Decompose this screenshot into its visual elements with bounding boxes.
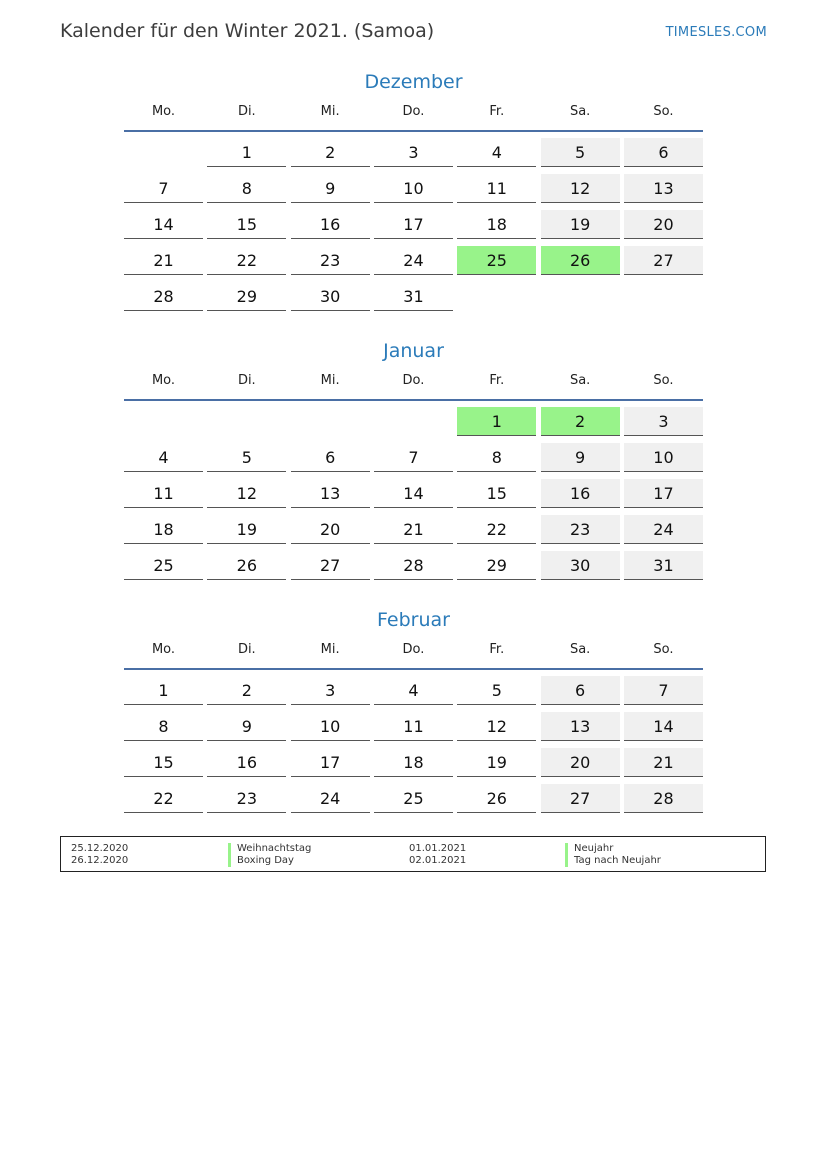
weekday-label: Fr. bbox=[489, 373, 505, 388]
day-cell: 16 bbox=[541, 479, 620, 508]
day-cell: 28 bbox=[374, 551, 453, 580]
day-cell: 19 bbox=[541, 210, 620, 239]
week-row bbox=[124, 742, 703, 778]
day-cell: 17 bbox=[374, 210, 453, 239]
day-cell: 28 bbox=[124, 282, 203, 311]
day-cell: 26 bbox=[541, 246, 620, 275]
day-cell: 21 bbox=[374, 515, 453, 544]
holiday-legend bbox=[60, 836, 766, 872]
day-cell: 8 bbox=[124, 712, 203, 741]
day-cell: 21 bbox=[124, 246, 203, 275]
day-cell: 22 bbox=[207, 246, 286, 275]
week-row bbox=[124, 132, 703, 168]
day-cell: 20 bbox=[291, 515, 370, 544]
day-cell: 31 bbox=[374, 282, 453, 311]
day-cell: 23 bbox=[291, 246, 370, 275]
day-cell: 31 bbox=[624, 551, 703, 580]
empty-day-cell bbox=[124, 138, 203, 166]
empty-day-cell bbox=[291, 407, 370, 435]
day-cell: 10 bbox=[291, 712, 370, 741]
weekday-header-row bbox=[124, 638, 703, 662]
weekday-label: Do. bbox=[402, 373, 425, 388]
legend-date: 26.12.2020 bbox=[71, 855, 129, 866]
weekday-label: Di. bbox=[237, 373, 256, 388]
day-cell: 10 bbox=[374, 174, 453, 203]
day-cell: 14 bbox=[124, 210, 203, 239]
weekday-label: Fr. bbox=[489, 642, 505, 657]
week-row bbox=[124, 401, 703, 437]
week-row bbox=[124, 473, 703, 509]
day-cell: 12 bbox=[457, 712, 536, 741]
day-cell: 22 bbox=[457, 515, 536, 544]
day-cell: 24 bbox=[291, 784, 370, 813]
day-cell: 11 bbox=[124, 479, 203, 508]
day-cell: 7 bbox=[374, 443, 453, 472]
weekday-label: Mi. bbox=[320, 104, 340, 119]
weekday-label: Mi. bbox=[320, 642, 340, 657]
month-title: Februar bbox=[377, 609, 450, 631]
day-cell: 13 bbox=[624, 174, 703, 203]
day-cell: 17 bbox=[624, 479, 703, 508]
day-cell: 25 bbox=[124, 551, 203, 580]
day-cell: 9 bbox=[291, 174, 370, 203]
day-cell: 20 bbox=[624, 210, 703, 239]
day-cell: 20 bbox=[541, 748, 620, 777]
day-cell: 15 bbox=[457, 479, 536, 508]
empty-day-cell bbox=[457, 282, 536, 310]
day-cell: 25 bbox=[457, 246, 536, 275]
day-cell: 13 bbox=[541, 712, 620, 741]
legend-date: 01.01.2021 bbox=[409, 843, 467, 854]
weekday-label: So. bbox=[653, 373, 674, 388]
legend-date: 02.01.2021 bbox=[409, 855, 467, 866]
day-cell: 4 bbox=[124, 443, 203, 472]
day-cell: 18 bbox=[374, 748, 453, 777]
week-row bbox=[124, 670, 703, 706]
day-cell: 27 bbox=[541, 784, 620, 813]
weekday-label: Di. bbox=[237, 104, 256, 119]
page-title: Kalender für den Winter 2021. (Samoa) bbox=[60, 20, 435, 42]
weekday-label: Sa. bbox=[569, 104, 591, 119]
day-cell: 29 bbox=[457, 551, 536, 580]
weekday-header-row bbox=[124, 369, 703, 393]
week-row bbox=[124, 168, 703, 204]
empty-day-cell bbox=[207, 407, 286, 435]
day-cell: 17 bbox=[291, 748, 370, 777]
day-cell: 5 bbox=[457, 676, 536, 705]
day-cell: 8 bbox=[207, 174, 286, 203]
day-cell: 3 bbox=[291, 676, 370, 705]
day-cell: 27 bbox=[624, 246, 703, 275]
weekday-label: Fr. bbox=[489, 104, 505, 119]
day-cell: 11 bbox=[457, 174, 536, 203]
day-cell: 29 bbox=[207, 282, 286, 311]
week-row bbox=[124, 276, 703, 312]
day-cell: 8 bbox=[457, 443, 536, 472]
day-cell: 3 bbox=[374, 138, 453, 167]
day-cell: 16 bbox=[291, 210, 370, 239]
weekday-label: Sa. bbox=[569, 642, 591, 657]
day-cell: 1 bbox=[124, 676, 203, 705]
day-cell: 30 bbox=[291, 282, 370, 311]
day-cell: 19 bbox=[457, 748, 536, 777]
month-calendar-february bbox=[124, 606, 703, 814]
month-calendar-january bbox=[124, 337, 703, 581]
day-cell: 23 bbox=[207, 784, 286, 813]
day-cell: 25 bbox=[374, 784, 453, 813]
day-cell: 15 bbox=[207, 210, 286, 239]
weekday-label: Mo. bbox=[151, 373, 176, 388]
day-cell: 26 bbox=[207, 551, 286, 580]
day-cell: 23 bbox=[541, 515, 620, 544]
weekday-label: Mo. bbox=[151, 642, 176, 657]
legend-holiday-name: Weihnachtstag bbox=[228, 843, 311, 855]
week-row bbox=[124, 545, 703, 581]
day-cell: 28 bbox=[624, 784, 703, 813]
empty-day-cell bbox=[624, 282, 703, 310]
day-cell: 19 bbox=[207, 515, 286, 544]
day-cell: 11 bbox=[374, 712, 453, 741]
day-cell: 16 bbox=[207, 748, 286, 777]
weekday-label: Mo. bbox=[151, 104, 176, 119]
weekday-label: So. bbox=[653, 642, 674, 657]
weekday-header-row bbox=[124, 100, 703, 124]
day-cell: 7 bbox=[624, 676, 703, 705]
day-cell: 2 bbox=[207, 676, 286, 705]
day-cell: 2 bbox=[291, 138, 370, 167]
legend-names-right bbox=[565, 843, 661, 867]
day-cell: 9 bbox=[541, 443, 620, 472]
weekday-label: So. bbox=[653, 104, 674, 119]
day-cell: 27 bbox=[291, 551, 370, 580]
day-cell: 3 bbox=[624, 407, 703, 436]
legend-names-left bbox=[228, 843, 311, 867]
day-cell: 7 bbox=[124, 174, 203, 203]
empty-day-cell bbox=[541, 282, 620, 310]
empty-day-cell bbox=[124, 407, 203, 435]
day-cell: 12 bbox=[207, 479, 286, 508]
day-cell: 21 bbox=[624, 748, 703, 777]
day-cell: 18 bbox=[124, 515, 203, 544]
day-cell: 5 bbox=[541, 138, 620, 167]
day-cell: 14 bbox=[624, 712, 703, 741]
legend-holiday-name: Boxing Day bbox=[228, 855, 311, 867]
weekday-label: Sa. bbox=[569, 373, 591, 388]
day-cell: 2 bbox=[541, 407, 620, 436]
day-cell: 10 bbox=[624, 443, 703, 472]
day-cell: 26 bbox=[457, 784, 536, 813]
legend-holiday-name: Tag nach Neujahr bbox=[565, 855, 661, 867]
day-cell: 13 bbox=[291, 479, 370, 508]
weekday-label: Do. bbox=[402, 642, 425, 657]
empty-day-cell bbox=[374, 407, 453, 435]
day-cell: 15 bbox=[124, 748, 203, 777]
day-cell: 1 bbox=[207, 138, 286, 167]
day-cell: 14 bbox=[374, 479, 453, 508]
legend-holiday-name: Neujahr bbox=[565, 843, 661, 855]
day-cell: 12 bbox=[541, 174, 620, 203]
day-cell: 4 bbox=[374, 676, 453, 705]
legend-date: 25.12.2020 bbox=[71, 843, 129, 854]
week-row bbox=[124, 778, 703, 814]
day-cell: 1 bbox=[457, 407, 536, 436]
legend-dates-left bbox=[71, 843, 128, 867]
weekday-label: Do. bbox=[402, 104, 425, 119]
legend-dates-right bbox=[409, 843, 466, 867]
month-title: Dezember bbox=[364, 71, 463, 93]
day-cell: 18 bbox=[457, 210, 536, 239]
week-row bbox=[124, 240, 703, 276]
site-link[interactable]: TIMESLES.COM bbox=[665, 25, 767, 40]
day-cell: 6 bbox=[541, 676, 620, 705]
month-calendar-december bbox=[124, 68, 703, 312]
month-title: Januar bbox=[383, 340, 444, 362]
day-cell: 30 bbox=[541, 551, 620, 580]
day-cell: 9 bbox=[207, 712, 286, 741]
day-cell: 24 bbox=[374, 246, 453, 275]
day-cell: 5 bbox=[207, 443, 286, 472]
week-row bbox=[124, 437, 703, 473]
day-cell: 24 bbox=[624, 515, 703, 544]
day-cell: 4 bbox=[457, 138, 536, 167]
weekday-label: Di. bbox=[237, 642, 256, 657]
weekday-label: Mi. bbox=[320, 373, 340, 388]
day-cell: 22 bbox=[124, 784, 203, 813]
week-row bbox=[124, 204, 703, 240]
day-cell: 6 bbox=[291, 443, 370, 472]
day-cell: 6 bbox=[624, 138, 703, 167]
week-row bbox=[124, 706, 703, 742]
week-row bbox=[124, 509, 703, 545]
